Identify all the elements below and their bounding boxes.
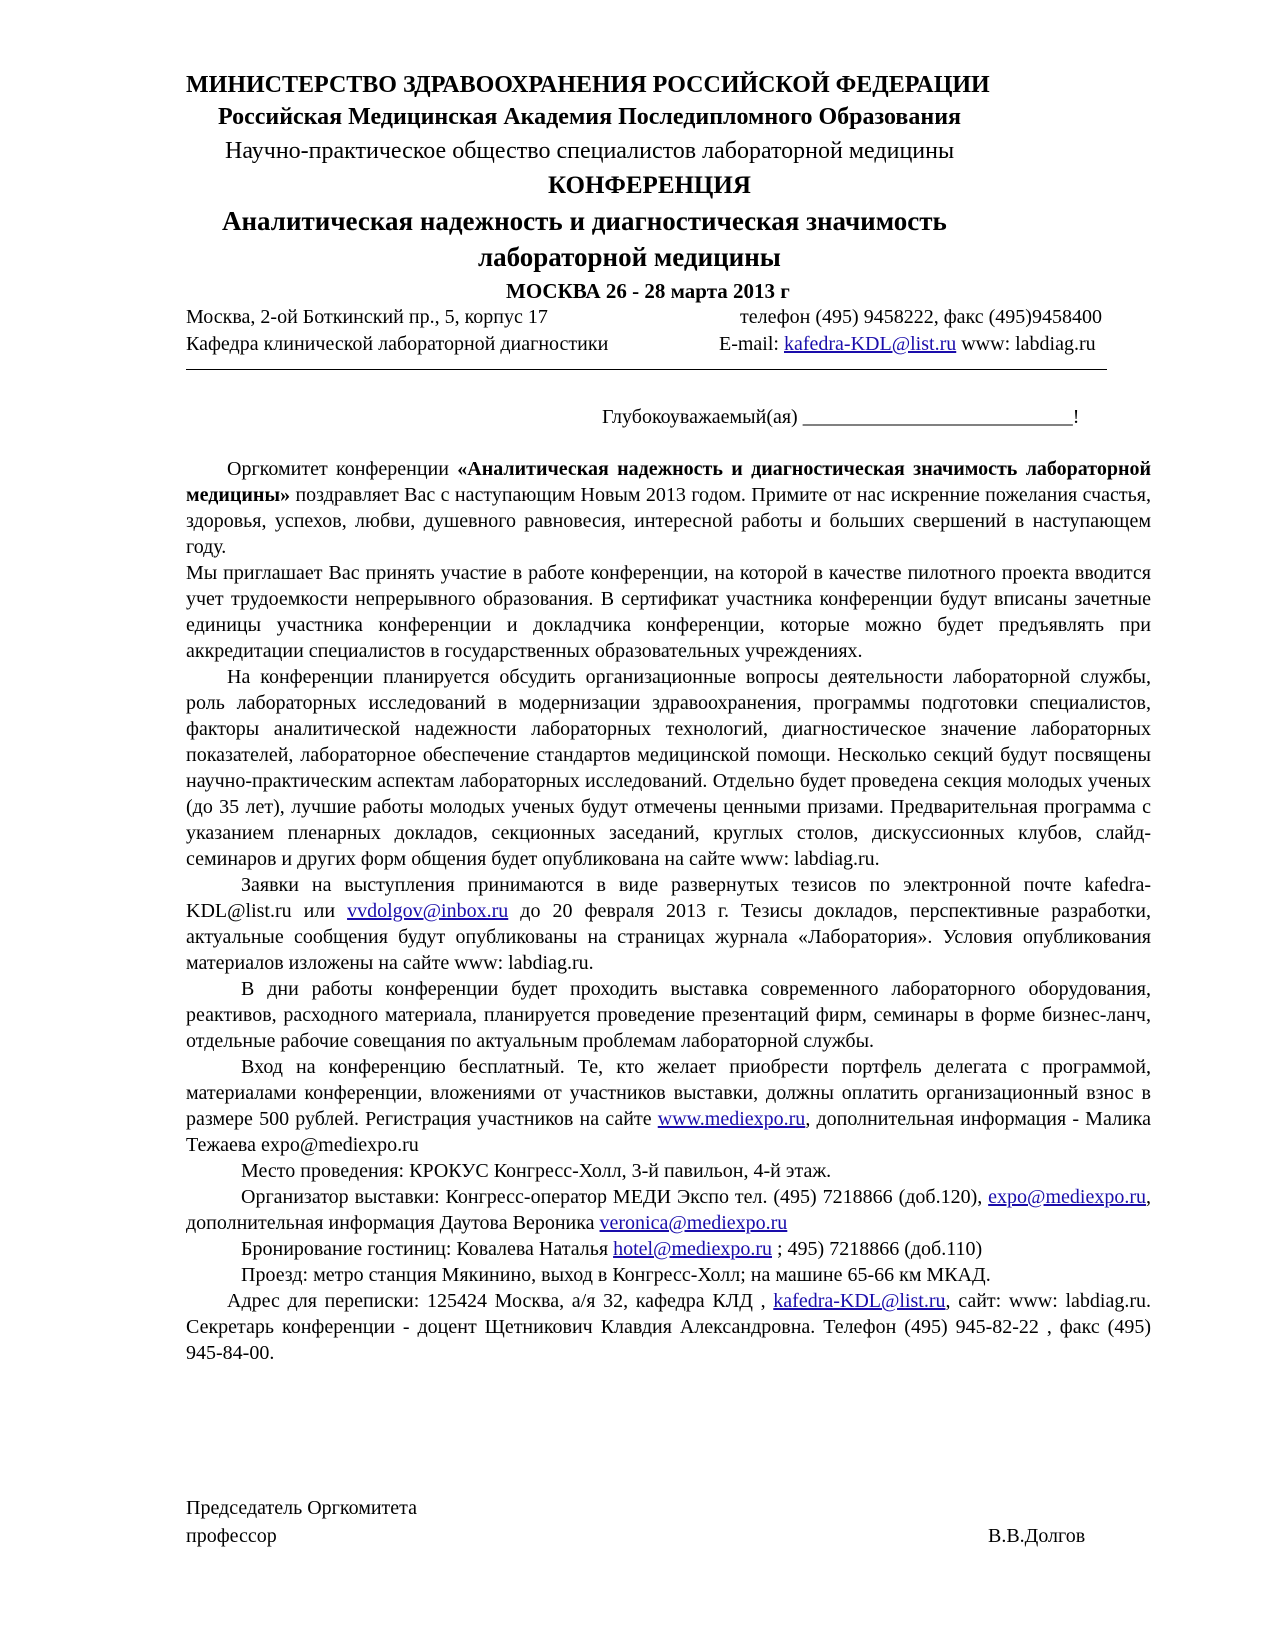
society-heading: Научно-практическое общество специалистов лабораторной медицины [225,138,955,164]
contact-address: Москва, 2-ой Боткинский пр., 5, корпус 17 [186,306,548,328]
greeting: Глубокоуважаемый(ая) ___________________________! [602,406,1080,428]
paragraph-exhibition: В дни работы конференции будет проходить выставка современного лабораторного оборудования, реактивов, расходного материала, планируется проведение презентаций фирм, семинары в форме бизнес-ланч, отдельные рабочие совещания по актуальным проблемам лабораторной службы. [186,978,1151,1052]
paragraph-registration [186,1054,1151,1158]
paragraph-venue: Место проведения: КРОКУС Конгресс-Холл, 3-й павильон, 4-й этаж. [241,1160,832,1182]
text: Оргкомитет конференции [227,458,458,480]
contact-email-line [719,333,1096,356]
text: Адрес для переписки: 125424 Москва, а/я 32, кафедра КЛД , [227,1290,774,1312]
ministry-heading: МИНИСТЕРСТВО ЗДРАВООХРАНЕНИЯ РОССИЙСКОЙ ФЕДЕРАЦИИ [186,72,990,98]
academy-heading: Российская Медицинская Академия Последипломного Образования [218,104,962,130]
paragraph-greeting [186,456,1151,560]
conference-date: МОСКВА 26 - 28 марта 2013 г [506,279,790,303]
conference-title-line1: Аналитическая надежность и диагностическая значимость [222,206,947,236]
signature-title: профессор [186,1525,277,1547]
text: Вход на конференцию бесплатный. Те, кто желает приобрести портфель делегата с программой, материалами конференции, вложениями от участников выставки, должны оплатить организационный взнос в размере 500 рублей. Регистрация участников на сайте [186,1056,1151,1130]
text: , сайт: www: labdiag.ru. Секретарь конференции - доцент Щетникович Клавдия Александровна. Телефон (495) 945-82-22 , факс (495) 945-84-00. [186,1290,1151,1364]
www-text: www: labdiag.ru [956,333,1096,355]
paragraph-directions: Проезд: метро станция Мякинино, выход в Конгресс-Холл; на машине 65-66 км МКАД. [241,1264,991,1286]
text: Заявки на выступления принимаются в виде развернутых тезисов по электронной почте kafedra-KDL@list.ru или [186,874,1151,922]
text: , дополнительная информация - Малика Тежаева expo@mediexpo.ru [186,1108,1151,1156]
paragraph-hotel [186,1236,1151,1262]
signature-name: В.В.Долгов [988,1525,1086,1547]
letter-body [186,456,1151,1366]
text: Организатор выставки: Конгресс-оператор МЕДИ Экспо тел. (495) 7218866 (доб.120), [241,1186,989,1208]
conference-title-line2: лабораторной медицины [478,242,781,272]
email-link[interactable]: kafedra-KDL@list.ru [783,333,957,355]
paragraph-invitation: Мы приглашает Вас принять участие в работе конференции, на которой в качестве пилотного проекта вводится учет трудоемкости непрерывного образования. В сертификат участника конференции будут вписаны зачетные единицы участника конференции и докладчика конференции, которые можно будет предъявлять при аккредитации специалистов в государственных образовательных учреждениях. [186,562,1151,662]
text: поздравляет Вас с наступающим Новым 2013 годом. Примите от нас искренние пожелания счастья, здоровья, успехов, любви, душевного равновесия, интересной работы и больших свершений в наступающем году. [186,484,1151,558]
text: Бронирование гостиниц: Ковалева Наталья [241,1238,614,1260]
vvdolgov-email-link[interactable]: vvdolgov@inbox.ru [347,900,509,922]
paragraph-agenda: На конференции планируется обсудить организационные вопросы деятельности лабораторной службы, роль лабораторных исследований в модернизации здравоохранения, программы подготовки специалистов, факторы аналитической надежности лабораторных технологий, диагностическое значение лабораторных показателей, лабораторное обеспечение стандартов медицинской помощи. Несколько секций будут посвящены научно-практическим аспектам лабораторных исследований. Отдельно будет проведена секция молодых ученых (до 35 лет), лучшие работы молодых ученых будут отмечены ценными призами. Предварительная программа с указанием пленарных докладов, секционных заседаний, круглых столов, дискуссионных клубов, слайд-семинаров и других форм общения будет опубликована на сайте www: labdiag.ru. [186,666,1151,870]
conference-label: КОНФЕРЕНЦИЯ [548,172,751,199]
contact-department: Кафедра клинической лабораторной диагностики [186,333,609,355]
kafedra-email-link[interactable]: kafedra-KDL@list.ru [773,1290,946,1312]
contact-phone: телефон (495) 9458222, факс (495)9458400 [740,306,1102,328]
mediexpo-site-link[interactable]: www.mediexpo.ru [657,1108,806,1130]
paragraph-organizer [186,1184,1151,1236]
text: до 20 февраля 2013 г. Тезисы докладов, перспективные разработки, актуальные сообщения будут опубликованы на страницах журнала «Лаборатория». Условия опубликования материалов изложены на сайте www: labdiag.ru. [186,900,1151,974]
hotel-email-link[interactable]: hotel@mediexpo.ru [613,1238,772,1260]
expo-email-link[interactable]: expo@mediexpo.ru [988,1186,1146,1208]
header-divider [186,369,1107,370]
text: , дополнительная информация Даутова Вероника [186,1186,1151,1234]
paragraph-applications [186,872,1151,976]
email-label: E-mail: [719,333,784,355]
paragraph-mailing-address [186,1288,1151,1366]
signature-position: Председатель Оргкомитета [186,1497,418,1519]
text: ; 495) 7218866 (доб.110) [772,1238,983,1260]
veronica-email-link[interactable]: veronica@mediexpo.ru [599,1212,788,1234]
conference-title-bold: «Аналитическая надежность и диагностическая значимость лабораторной медицины» [186,458,1151,506]
